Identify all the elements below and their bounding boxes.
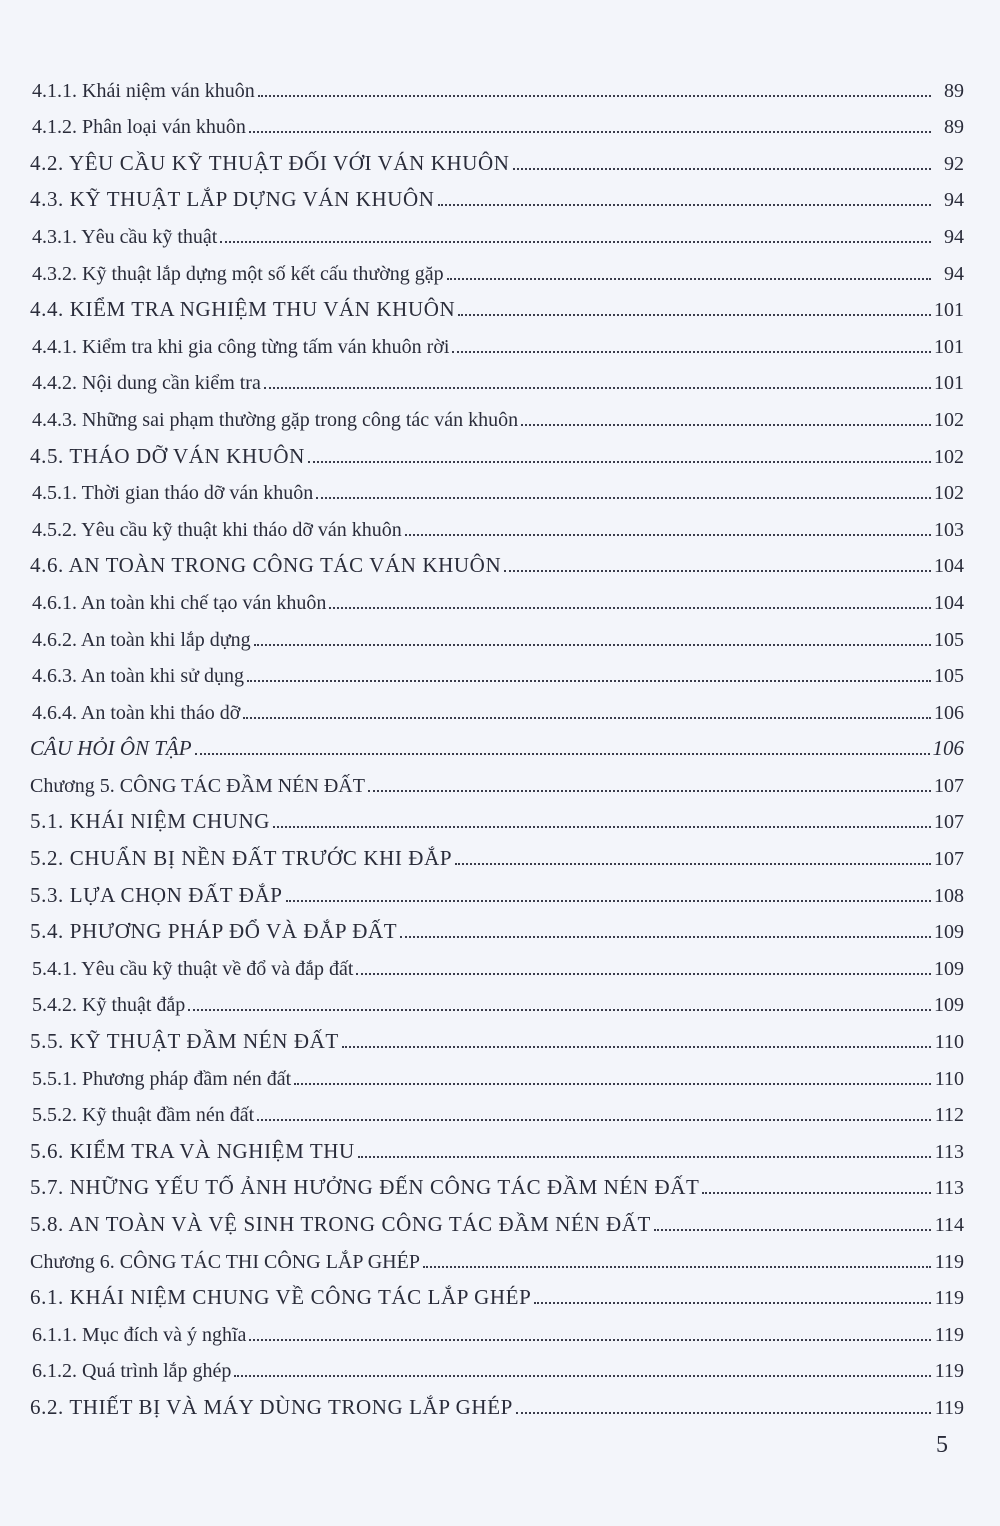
toc-entry-title: 5.5. KỸ THUẬT ĐẦM NÉN ĐẤT (30, 1029, 339, 1054)
dot-leader (249, 1339, 931, 1341)
dot-leader (254, 644, 931, 646)
toc-entry-title: 4.5.2. Yêu cầu kỹ thuật khi tháo dỡ ván khuôn (32, 518, 402, 541)
toc-entry-title: 4.6.3. An toàn khi sử dụng (32, 665, 244, 688)
toc-entry-page: 106 (932, 736, 964, 761)
toc-entry-page: 113 (934, 1177, 964, 1200)
toc-entry-title: 5.5.2. Kỹ thuật đầm nén đất (32, 1104, 255, 1127)
toc-entry (30, 1052, 964, 1089)
toc-entry (30, 1125, 964, 1162)
toc-entry-title: 4.6.1. An toàn khi chế tạo ván khuôn (32, 591, 327, 614)
toc-entry (30, 210, 964, 247)
dot-leader (294, 1083, 931, 1085)
toc-entry-title: 5.4.1. Yêu cầu kỹ thuật về đổ và đắp đất (32, 957, 354, 980)
toc-entry-title: 4.6. AN TOÀN TRONG CÔNG TÁC VÁN KHUÔN (30, 553, 502, 578)
toc-entry-page: 107 (934, 848, 964, 871)
toc-entry-title: Chương 5. CÔNG TÁC ĐẦM NÉN ĐẤT (30, 774, 365, 797)
toc-entry-page: 104 (934, 591, 964, 614)
dot-leader (356, 973, 931, 975)
toc-entry-title: 4.4.1. Kiểm tra khi gia công từng tấm ván khuôn rời (32, 335, 450, 358)
page-number: 5 (936, 1432, 948, 1458)
toc-entry-page: 102 (934, 408, 964, 431)
toc-entry-title: 4.6.2. An toàn khi lắp dựng (32, 628, 251, 651)
dot-leader (286, 900, 931, 902)
dot-leader (195, 753, 930, 755)
dot-leader (513, 168, 931, 170)
toc-entry (30, 174, 964, 211)
dot-leader (438, 204, 931, 206)
toc-entry (30, 503, 964, 540)
dot-leader (188, 1009, 931, 1011)
toc-entry-page: 109 (934, 921, 964, 944)
toc-entry-title: 4.5. THÁO DỠ VÁN KHUÔN (30, 443, 305, 468)
toc-entry-title: 5.4.2. Kỹ thuật đắp (32, 994, 186, 1017)
toc-entry (30, 467, 964, 504)
toc-entry (30, 247, 964, 284)
toc-entry-title: 4.4.3. Những sai phạm thường gặp trong công tác ván khuôn (32, 408, 519, 431)
toc-entry (30, 906, 964, 943)
dot-leader (316, 497, 931, 499)
toc-entry-title: 6.1.1. Mục đích và ý nghĩa (32, 1323, 247, 1346)
toc-entry-page: 101 (934, 372, 964, 395)
toc-entry (30, 320, 964, 357)
toc-entry (30, 1345, 964, 1382)
toc-entry (30, 1381, 964, 1418)
table-of-contents (30, 64, 964, 1418)
toc-entry-page: 112 (934, 1104, 964, 1127)
toc-entry-page: 119 (934, 1360, 964, 1383)
toc-entry (30, 942, 964, 979)
toc-entry-title: 5.5.1. Phương pháp đầm nén đất (32, 1067, 292, 1090)
toc-entry-page: 106 (934, 701, 964, 724)
toc-entry-page: 103 (934, 518, 964, 541)
toc-entry (30, 832, 964, 869)
toc-entry (30, 1272, 964, 1309)
toc-entry-page: 89 (944, 116, 964, 139)
toc-entry-title: 4.3.2. Kỹ thuật lắp dựng một số kết cấu thường gặp (32, 262, 444, 285)
dot-leader (423, 1266, 931, 1268)
toc-entry (30, 284, 964, 321)
toc-entry-title: 4.1.2. Phân loại ván khuôn (32, 116, 246, 139)
toc-entry-title: 4.5.1. Thời gian tháo dỡ ván khuôn (32, 482, 314, 505)
dot-leader (247, 680, 931, 682)
dot-leader (273, 826, 931, 828)
toc-entry-page: 94 (944, 262, 964, 285)
toc-entry (30, 686, 964, 723)
toc-entry (30, 1089, 964, 1126)
dot-leader (405, 534, 931, 536)
dot-leader (455, 863, 931, 865)
toc-entry-page: 105 (934, 628, 964, 651)
dot-leader (400, 936, 931, 938)
toc-entry (30, 101, 964, 138)
toc-entry-page: 107 (934, 774, 964, 797)
toc-entry (30, 64, 964, 101)
toc-entry-title: 4.2. YÊU CẦU KỸ THUẬT ĐỐI VỚI VÁN KHUÔN (30, 150, 510, 175)
toc-entry (30, 393, 964, 430)
dot-leader (458, 314, 931, 316)
toc-entry-title: 5.7. NHỮNG YẾU TỐ ẢNH HƯỞNG ĐẾN CÔNG TÁC ĐẦM NÉN ĐẤT (30, 1175, 700, 1200)
toc-entry-page: 101 (934, 335, 964, 358)
toc-entry (30, 869, 964, 906)
dot-leader (342, 1046, 931, 1048)
toc-entry-page: 119 (934, 1323, 964, 1346)
toc-entry-title: 5.8. AN TOÀN VÀ VỆ SINH TRONG CÔNG TÁC ĐẦM NÉN ĐẤT (30, 1212, 651, 1236)
toc-entry-title: 4.6.4. An toàn khi tháo dỡ (32, 701, 241, 724)
toc-entry-page: 105 (934, 665, 964, 688)
toc-entry-title: 5.2. CHUẨN BỊ NỀN ĐẤT TRƯỚC KHI ĐẮP (30, 846, 453, 871)
dot-leader (702, 1192, 931, 1194)
toc-entry-title: 6.1. KHÁI NIỆM CHUNG VỀ CÔNG TÁC LẮP GHÉP (30, 1285, 532, 1310)
dot-leader (220, 241, 931, 243)
toc-entry-page: 114 (934, 1214, 964, 1236)
toc-entry (30, 723, 964, 760)
toc-entry-page: 119 (934, 1250, 964, 1273)
toc-entry-page: 110 (934, 1031, 964, 1054)
toc-entry-page: 102 (934, 482, 964, 505)
dot-leader (358, 1156, 931, 1158)
toc-entry (30, 613, 964, 650)
toc-entry-title: CÂU HỎI ÔN TẬP (30, 736, 192, 761)
toc-entry (30, 1198, 964, 1235)
toc-entry-title: 4.3.1. Yêu cầu kỹ thuật (32, 225, 218, 248)
dot-leader (243, 717, 931, 719)
toc-entry (30, 430, 964, 467)
toc-entry (30, 576, 964, 613)
toc-entry-title: 5.6. KIỂM TRA VÀ NGHIỆM THU (30, 1138, 355, 1163)
toc-entry (30, 1015, 964, 1052)
toc-entry (30, 1308, 964, 1345)
toc-entry (30, 650, 964, 687)
dot-leader (534, 1302, 931, 1304)
dot-leader (521, 424, 931, 426)
toc-entry-title: 5.3. LỰA CHỌN ĐẤT ĐẮP (30, 882, 283, 907)
dot-leader (504, 570, 931, 572)
toc-entry-title: 6.1.2. Quá trình lắp ghép (32, 1360, 232, 1383)
toc-entry-page: 113 (934, 1140, 964, 1163)
toc-entry (30, 979, 964, 1016)
toc-entry-title: 4.4.2. Nội dung cần kiểm tra (32, 372, 261, 395)
toc-entry (30, 1162, 964, 1199)
dot-leader (258, 95, 931, 97)
dot-leader (308, 461, 931, 463)
dot-leader (329, 607, 931, 609)
toc-entry-title: 5.4. PHƯƠNG PHÁP ĐỔ VÀ ĐẮP ĐẤT (30, 919, 398, 944)
dot-leader (264, 387, 931, 389)
toc-entry-page: 101 (934, 299, 964, 322)
toc-entry-page: 94 (944, 189, 964, 212)
toc-entry-title: 5.1. KHÁI NIỆM CHUNG (30, 809, 271, 834)
toc-entry-page: 109 (934, 994, 964, 1017)
dot-leader (516, 1412, 931, 1414)
dot-leader (249, 131, 931, 133)
toc-entry-page: 94 (944, 225, 964, 248)
toc-entry-page: 104 (934, 555, 964, 578)
toc-entry (30, 540, 964, 577)
toc-entry-title: 4.4. KIỂM TRA NGHIỆM THU VÁN KHUÔN (30, 297, 456, 322)
toc-entry-page: 108 (934, 884, 964, 907)
toc-entry (30, 796, 964, 833)
toc-entry-page: 119 (934, 1287, 964, 1310)
toc-entry-title: 4.3. KỸ THUẬT LẮP DỰNG VÁN KHUÔN (30, 187, 435, 212)
toc-entry (30, 759, 964, 796)
dot-leader (654, 1229, 931, 1231)
toc-entry-page: 109 (934, 957, 964, 980)
toc-entry-page: 89 (944, 79, 964, 102)
toc-entry-title: 6.2. THIẾT BỊ VÀ MÁY DÙNG TRONG LẮP GHÉP (30, 1394, 513, 1419)
toc-entry (30, 357, 964, 394)
toc-entry-page: 110 (934, 1067, 964, 1090)
dot-leader (368, 790, 931, 792)
toc-entry (30, 137, 964, 174)
toc-entry-title: 4.1.1. Khái niệm ván khuôn (32, 79, 255, 102)
toc-entry-page: 119 (934, 1396, 964, 1419)
dot-leader (257, 1119, 931, 1121)
dot-leader (447, 278, 931, 280)
dot-leader (452, 351, 931, 353)
toc-entry-title: Chương 6. CÔNG TÁC THI CÔNG LẮP GHÉP (30, 1250, 420, 1273)
toc-entry-page: 102 (934, 445, 964, 468)
toc-entry-page: 107 (934, 811, 964, 834)
dot-leader (234, 1375, 931, 1377)
toc-entry (30, 1235, 964, 1272)
toc-entry-page: 92 (944, 152, 964, 175)
